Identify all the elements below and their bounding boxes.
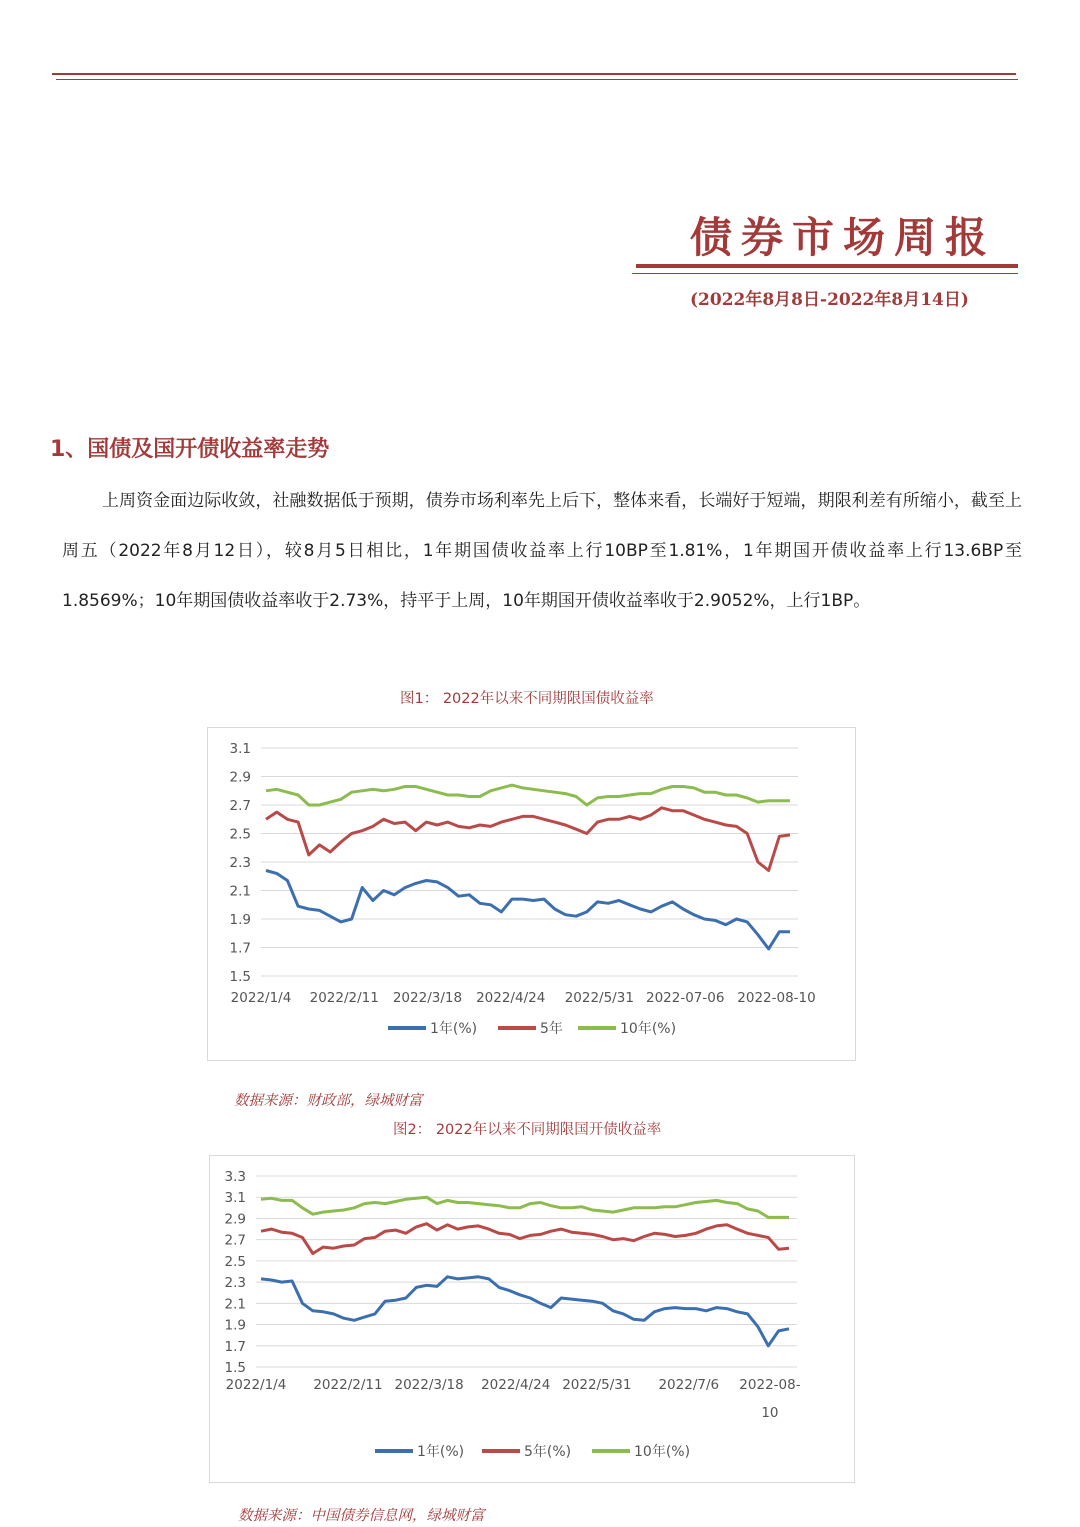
y-tick-label: 1.5 xyxy=(224,1360,246,1376)
legend-label: 10年(%) xyxy=(634,1444,691,1460)
figure-2-chart xyxy=(209,1155,855,1483)
section-heading: 1、国债及国开债收益率走势 xyxy=(50,437,330,462)
figure-2-svg xyxy=(210,1156,854,1482)
y-tick-label: 2.7 xyxy=(229,798,251,814)
y-tick-label: 1.7 xyxy=(229,940,251,957)
x-tick-label: 2022/3/18 xyxy=(392,990,463,1006)
y-tick-label: 2.9 xyxy=(229,769,251,786)
title-underline-thin xyxy=(632,273,1018,274)
y-tick-label: 1.9 xyxy=(229,912,251,928)
y-tick-label: 2.5 xyxy=(224,1253,246,1270)
y-tick-label: 2.9 xyxy=(224,1211,246,1228)
legend-label: 1年(%) xyxy=(430,1021,478,1037)
series-line-1 xyxy=(266,808,790,871)
figure-1-chart xyxy=(207,727,856,1061)
legend-label: 5年(%) xyxy=(524,1444,572,1460)
figure-2-source: 数据来源：中国债券信息网，绿城财富 xyxy=(238,1508,485,1524)
series-line-0 xyxy=(266,871,790,949)
y-tick-label: 2.1 xyxy=(229,883,251,900)
x-tick-label: 2022/5/31 xyxy=(562,1377,632,1393)
header-rule-bottom xyxy=(56,79,1018,80)
series-line-0 xyxy=(261,1277,789,1346)
header-rule-top xyxy=(52,73,1016,75)
figure-2-caption: 图2： 2022年以来不同期限国开债收益率 xyxy=(393,1122,662,1138)
report-title: 债券市场周报 xyxy=(689,213,996,262)
y-tick-label: 2.5 xyxy=(229,826,251,843)
figure-1-source: 数据来源：财政部，绿城财富 xyxy=(234,1093,423,1109)
figure-1-caption: 图1： 2022年以来不同期限国债收益率 xyxy=(400,691,654,707)
x-tick-label: 2022/1/4 xyxy=(225,1377,287,1393)
x-tick-label: 2022/4/24 xyxy=(476,990,546,1006)
x-tick-label: 2022/2/11 xyxy=(309,990,379,1006)
x-tick-label: 2022-08- xyxy=(739,1377,801,1393)
y-tick-label: 1.9 xyxy=(224,1317,246,1334)
x-tick-label: 2022/1/4 xyxy=(230,990,292,1006)
x-tick-label: 2022-07-06 xyxy=(645,990,725,1006)
title-underline-thick xyxy=(636,264,1018,268)
y-tick-label: 3.1 xyxy=(229,741,251,757)
section-paragraph: 上周资金面边际收敛，社融数据低于预期，债券市场利率先上后下，整体来看，长端好于短端，期限利差有所缩小，截至上周五（2022年8月12日），较8月5日相比，1年期国债收益率上行10BP至1.81%，1年期国开债收益率上行13.6BP至1.8569%；10年期国债收益率收于2.73%，持平于上周，10年期国开债收益率收于2.9052%，上行1BP。 xyxy=(62,491,1022,611)
legend-label: 10年(%) xyxy=(620,1021,677,1037)
x-tick-label: 2022/2/11 xyxy=(313,1377,383,1393)
report-date-range: (2022年8月8日-2022年8月14日) xyxy=(690,290,969,310)
legend-label: 5年 xyxy=(540,1021,563,1037)
y-tick-label: 2.3 xyxy=(224,1275,246,1292)
figure-1-svg xyxy=(208,728,855,1060)
y-tick-label: 2.7 xyxy=(224,1232,246,1249)
series-line-2 xyxy=(266,785,790,805)
x-tick-label: 2022/7/6 xyxy=(658,1377,720,1393)
series-line-2 xyxy=(261,1197,789,1217)
y-tick-label: 2.1 xyxy=(224,1296,246,1313)
series-line-1 xyxy=(261,1224,789,1254)
x-tick-label: 2022/3/18 xyxy=(394,1377,464,1393)
y-tick-label: 1.5 xyxy=(229,969,251,985)
x-tick-label: 2022/5/31 xyxy=(564,990,634,1006)
x-tick-label-wrap: 10 xyxy=(761,1405,779,1421)
y-tick-label: 1.7 xyxy=(224,1338,246,1355)
x-tick-label: 2022/4/24 xyxy=(481,1377,551,1393)
x-tick-label: 2022-08-10 xyxy=(737,990,816,1006)
y-tick-label: 3.1 xyxy=(224,1190,246,1207)
y-tick-label: 3.3 xyxy=(224,1169,246,1185)
y-tick-label: 2.3 xyxy=(229,855,251,871)
legend-label: 1年(%) xyxy=(417,1444,465,1460)
